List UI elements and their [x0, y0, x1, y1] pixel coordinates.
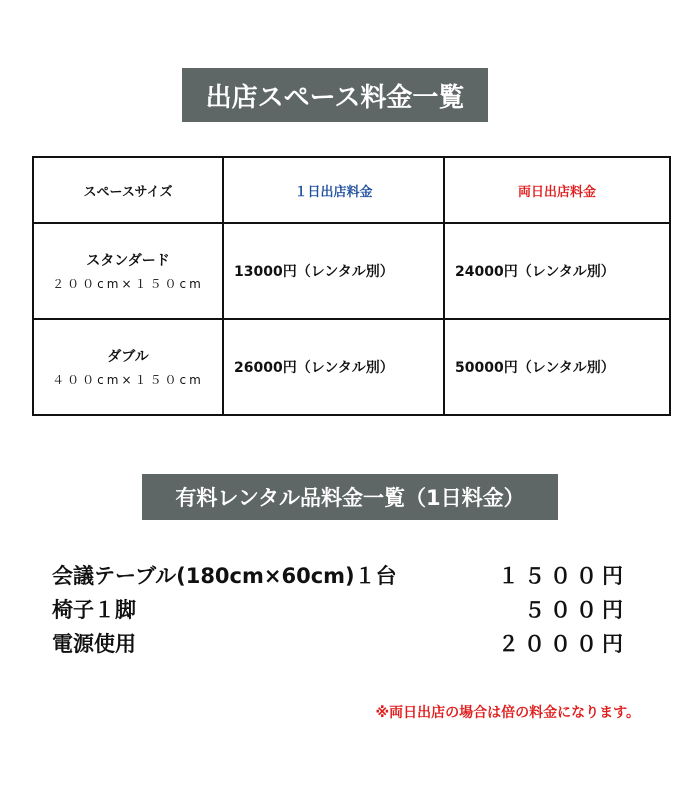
header-space-size: スペースサイズ	[33, 157, 223, 223]
rental-item	[52, 594, 632, 628]
space-fee-table	[32, 156, 671, 416]
two-day-fee-cell: 24000円（レンタル別）	[444, 223, 670, 319]
two-day-fee-cell: 50000円（レンタル別）	[444, 319, 670, 415]
rental-item-price: ５００円	[524, 598, 628, 622]
space-fee-title: 出店スペース料金一覧	[182, 68, 488, 122]
rental-item-name: 電源使用	[52, 632, 136, 656]
table-row	[33, 223, 670, 319]
header-two-day-fee: 両日出店料金	[444, 157, 670, 223]
rental-item-name: 椅子１脚	[52, 598, 136, 622]
size-name: ダブル	[107, 349, 149, 365]
size-dimensions: ４００cm×１５０cm	[52, 373, 204, 387]
rental-item-name: 会議テーブル(180cm×60cm)１台	[52, 564, 397, 588]
size-cell	[33, 223, 223, 319]
one-day-fee-cell: 13000円（レンタル別）	[223, 223, 444, 319]
rental-item-price: ２０００円	[498, 632, 628, 656]
size-cell	[33, 319, 223, 415]
one-day-fee-cell: 26000円（レンタル別）	[223, 319, 444, 415]
rental-item-price: １５００円	[498, 564, 628, 588]
rental-fee-title: 有料レンタル品料金一覧（1日料金）	[142, 474, 558, 520]
size-dimensions: ２００cm×１５０cm	[52, 277, 204, 291]
header-one-day-fee: １日出店料金	[223, 157, 444, 223]
table-header-row	[33, 157, 670, 223]
rental-item	[52, 560, 632, 594]
double-day-note: ※両日出店の場合は倍の料金になります。	[375, 705, 640, 721]
table-row	[33, 319, 670, 415]
rental-item	[52, 628, 632, 662]
size-name: スタンダード	[86, 253, 170, 269]
